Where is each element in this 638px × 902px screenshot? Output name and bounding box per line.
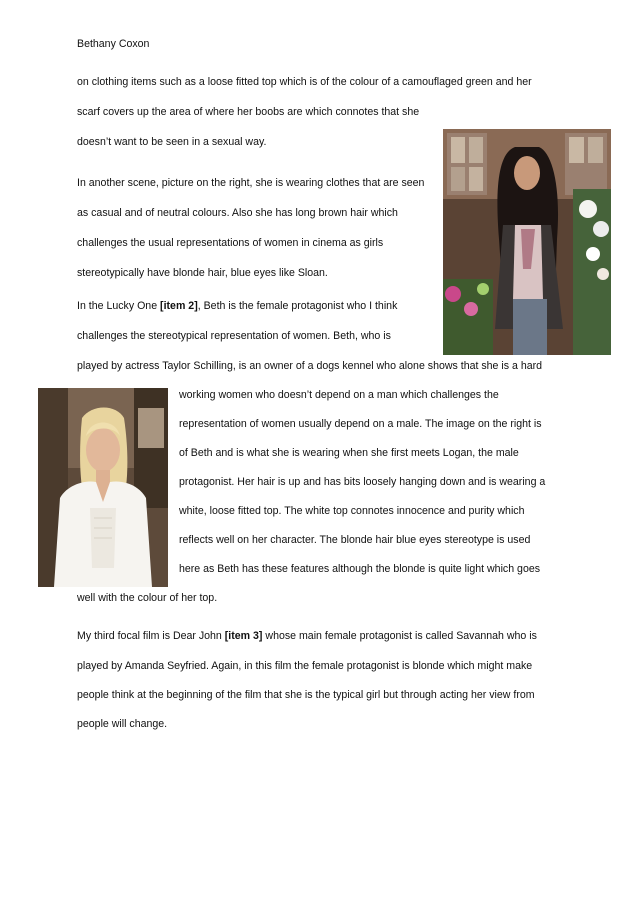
- text-line: scarf covers up the area of where her boobs are which connotes that she: [77, 106, 420, 118]
- text-line: reflects well on her character. The blonde hair blue eyes stereotype is used: [179, 534, 531, 546]
- text-line: white, loose fitted top. The white top connotes innocence and purity which: [179, 505, 525, 517]
- text-line: In another scene, picture on the right, she is wearing clothes that are seen: [77, 177, 425, 189]
- text-line: well with the colour of her top.: [77, 592, 218, 604]
- text-line: of Beth and is what she is wearing when she first meets Logan, the male: [179, 447, 519, 459]
- text-line: [77, 630, 537, 643]
- text-line: people think at the beginning of the film that she is the typical girl but through acting her view from: [77, 689, 535, 701]
- text-span: whose main female protagonist is called Savannah who is: [262, 630, 537, 642]
- text-line: [77, 300, 397, 313]
- text-line: as casual and of neutral colours. Also she has long brown hair which: [77, 207, 398, 219]
- text-line: stereotypically have blonde hair, blue eyes like Sloan.: [77, 267, 328, 279]
- photo-blonde-woman: [38, 388, 168, 587]
- text-line: here as Beth has these features although the blonde is quite light which goes: [179, 563, 541, 575]
- text-line: people will change.: [77, 718, 168, 730]
- citation-reference: [item 2]: [160, 300, 198, 312]
- text-line: on clothing items such as a loose fitted top which is of the colour of a camouflaged green and her: [77, 76, 532, 88]
- text-line: protagonist. Her hair is up and has bits loosely hanging down and is wearing a: [179, 476, 546, 488]
- citation-reference: [item 3]: [224, 630, 263, 642]
- text-span: My third focal film is Dear John: [77, 630, 225, 642]
- text-line: working women who doesn’t depend on a man which challenges the: [179, 389, 499, 401]
- text-line: challenges the usual representations of women in cinema as girls: [77, 237, 384, 249]
- text-line: doesn’t want to be seen in a sexual way.: [77, 136, 267, 148]
- text-line: played by actress Taylor Schilling, is an owner of a dogs kennel who alone shows that she is a hard: [77, 360, 543, 372]
- text-span: , Beth is the female protagonist who I think: [197, 300, 398, 312]
- header-author: Bethany Coxon: [77, 38, 150, 50]
- text-span: In the Lucky One: [77, 300, 161, 312]
- text-line: representation of women usually depend on a male. The image on the right is: [179, 418, 542, 430]
- text-line: challenges the stereotypical representation of women. Beth, who is: [77, 330, 391, 342]
- photo-brunette-woman: [443, 129, 611, 355]
- text-line: played by Amanda Seyfried. Again, in this film the female protagonist is blonde which might make: [77, 660, 533, 672]
